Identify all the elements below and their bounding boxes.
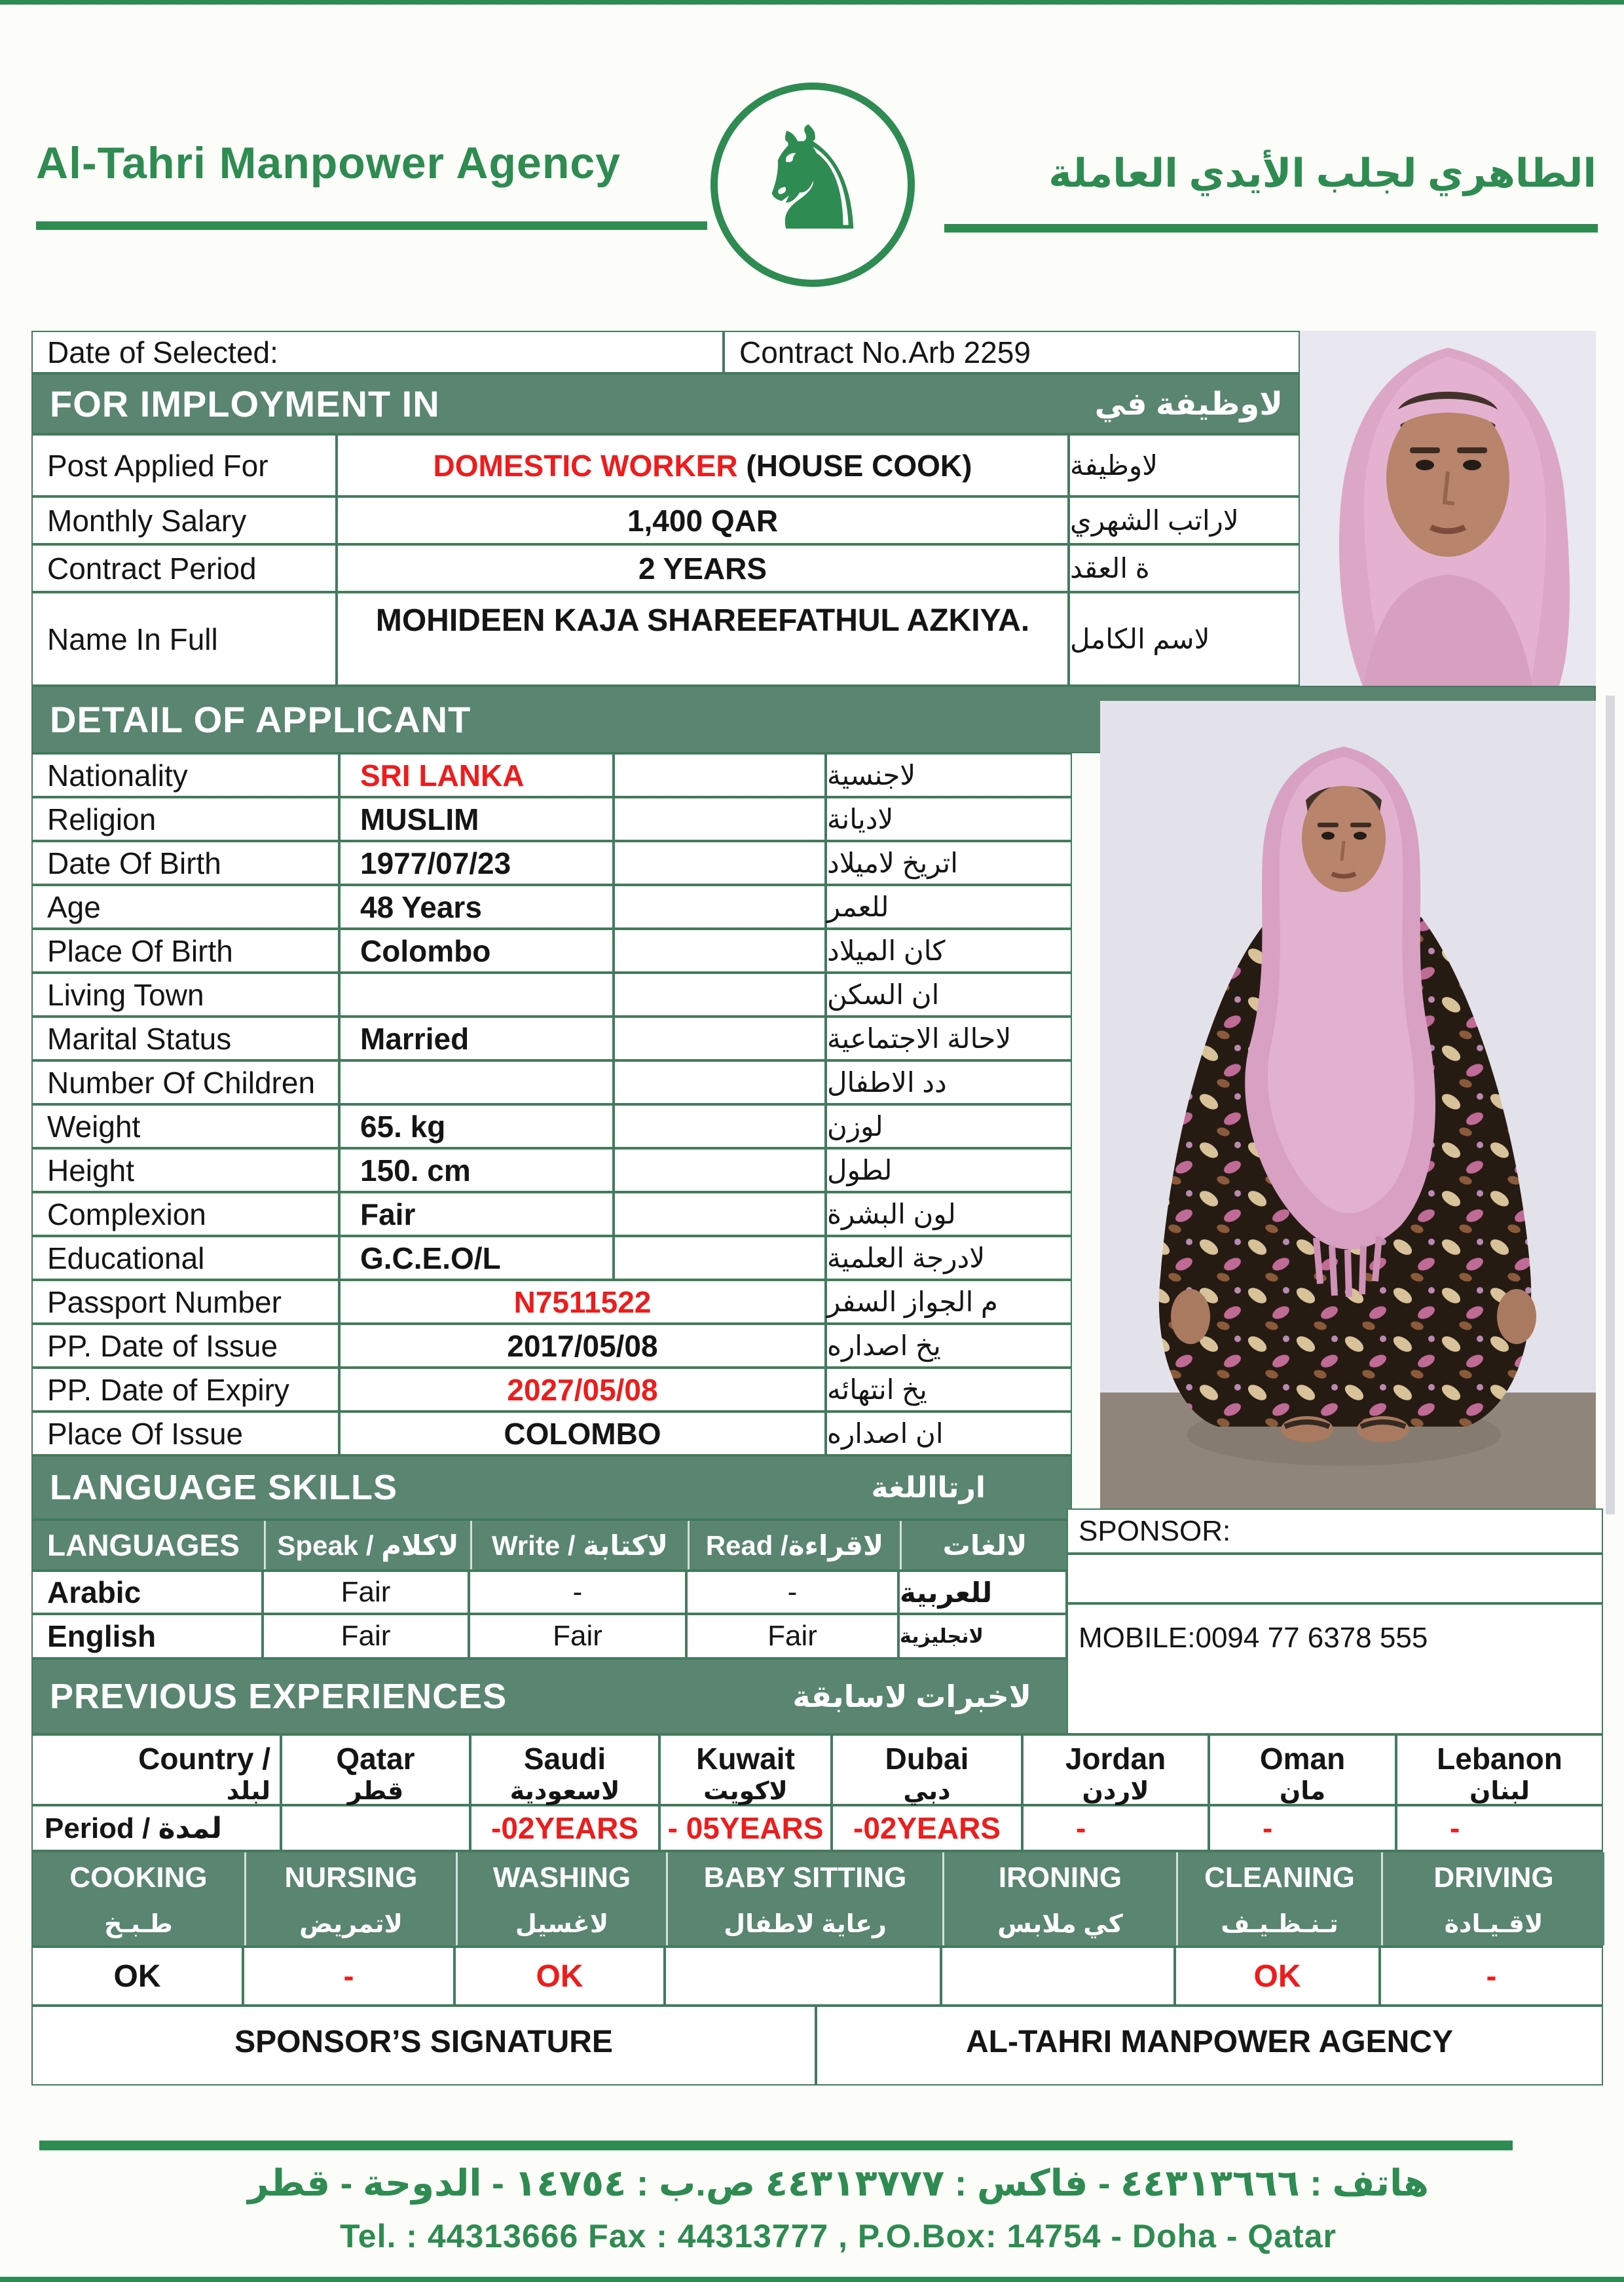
skill-name: NURSING [284,1861,418,1894]
detail-value: Married [339,1017,614,1060]
period-kuwait: - 05YEARS [659,1805,832,1851]
skill-arabic: تـنـظـيـف [1221,1911,1338,1938]
country-kuwait [659,1734,832,1805]
scan-edge-artifact [1606,696,1615,1514]
name-value: MOHIDEEN KAJA SHAREEFATHUL AZKIYA. [337,592,1069,686]
language-read: Fair [686,1614,898,1658]
skill-driving-header [1381,1852,1604,1945]
skill-washing-value: OK [454,1947,665,2006]
detail-arabic: لون البشرة [826,1192,1072,1236]
detail-arabic: لوزن [826,1104,1072,1148]
detail-arabic: لاجنسية [826,753,1072,797]
detail-arabic: لادرجة العلمية [826,1236,1072,1280]
sponsor-mobile-row [1067,1603,1603,1734]
period-lebanon: - [1396,1805,1603,1851]
name-label: Name In Full [31,592,337,686]
detail-arabic: ان اصداره [826,1412,1072,1455]
contract-no-value: Contract No.Arb 2259 [724,331,1300,373]
country-name: Kuwait [696,1742,795,1776]
skill-name: COOKING [69,1861,208,1894]
salary-arabic: لاراتب الشهري [1069,496,1300,544]
detail-arabic: لطول [826,1148,1072,1192]
period-oman: - [1209,1805,1396,1851]
detail-label: PP. Date of Issue [31,1324,339,1368]
skill-cooking-header [33,1852,244,1945]
country-name-arabic: لاكويت [703,1778,788,1805]
detail-value: 48 Years [339,885,614,929]
detail-spacer [614,929,826,973]
period-dubai: -02YEARS [832,1805,1022,1851]
country-name: Oman [1259,1742,1346,1776]
skill-arabic: لاقـيـادة [1444,1911,1543,1938]
top-edge-rule [0,0,1624,5]
detail-spacer [614,1104,826,1148]
employment-banner [31,373,1300,434]
detail-arabic: ان السكن [826,973,1072,1017]
skill-babysitting-header [666,1852,942,1945]
period-qatar [281,1805,470,1851]
post-applied-label: Post Applied For [31,434,337,496]
country-name-arabic: قطر [347,1778,404,1805]
name-arabic: لاسم الكامل [1069,592,1300,686]
detail-spacer [614,885,826,929]
language-speak: Fair [263,1614,469,1658]
salary-label: Monthly Salary [31,496,337,544]
skills-header-row [31,1851,1603,1947]
language-banner [31,1455,1072,1520]
language-read: - [686,1571,898,1614]
detail-value: SRI LANKA [339,753,614,797]
detail-spacer [614,841,826,885]
languages-header: LANGUAGES [33,1521,264,1569]
skill-name: CLEANING [1204,1861,1355,1894]
skill-name: BABY SITTING [703,1861,907,1894]
agency-title-english: Al-Tahri Manpower Agency [36,138,621,188]
period-jordan: - [1022,1805,1209,1851]
detail-row-passport [31,1280,1072,1324]
detail-row-educational [31,1236,1072,1280]
row-post-applied [31,434,1300,496]
country-name-arabic: لبنان [1469,1778,1530,1805]
horse-head-icon: ♞ [748,97,877,263]
skill-driving-value: - [1380,1947,1603,2006]
detail-label: Date Of Birth [31,841,339,885]
language-banner-text: LANGUAGE SKILLS [50,1468,398,1507]
post-applied-arabic: لاوظيفة [1069,434,1300,496]
detail-spacer [614,753,826,797]
sponsor-label: SPONSOR: [1079,1514,1231,1547]
agency-logo [710,83,915,287]
detail-row-age [31,885,1072,929]
skill-arabic: لاتمريض [299,1911,403,1938]
country-arabic: لبلد [226,1778,270,1805]
sponsor-mobile: MOBILE:0094 77 6378 555 [1079,1622,1428,1654]
skill-arabic: كي ملابس [997,1911,1123,1938]
skill-cooking-value: OK [31,1947,243,2006]
skill-name: WASHING [492,1861,631,1894]
detail-value: Colombo [339,929,614,973]
country-name: Dubai [885,1742,969,1776]
detail-value: COLOMBO [339,1412,826,1455]
language-row-english [31,1614,1072,1658]
country-oman [1209,1734,1396,1805]
languages-header-arabic: لالغات [900,1521,1068,1569]
detail-value: 65. kg [339,1104,614,1148]
skill-ironing-header [942,1852,1176,1945]
detail-value: G.C.E.O/L [339,1236,614,1280]
post-applied-value [337,434,1069,496]
experience-banner-arabic: لاخبرات لاسابقة [792,1679,1031,1713]
employment-banner-text: FOR IMPLOYMENT IN [50,383,440,424]
sponsor-row [1067,1508,1603,1554]
skill-cleaning-header [1176,1852,1381,1945]
experience-period-row [31,1805,1603,1851]
detail-spacer [614,797,826,841]
language-arabic-label: لانجليزية [898,1614,1067,1658]
detail-row-birthplace [31,929,1072,973]
detail-arabic: كان الميلاد [826,929,1072,973]
write-header: Write / لاكتابة [470,1521,688,1569]
detail-row-children [31,1060,1072,1104]
detail-arabic: دد الاطفال [826,1060,1072,1104]
experience-country-header [31,1734,1603,1805]
detail-spacer [614,973,826,1017]
employment-banner-arabic: لاوظيفة في [1094,386,1283,422]
country-lebanon [1396,1734,1603,1805]
country-jordan [1022,1734,1209,1805]
detail-label: Number Of Children [31,1060,339,1104]
bottom-edge-rule [0,2277,1624,2282]
period-label-cell [31,1805,281,1851]
experience-banner-text: PREVIOUS EXPERIENCES [50,1677,507,1716]
detail-spacer [614,1148,826,1192]
agency-title-arabic: الطاهري لجلب الأيدي العاملة [1048,151,1596,195]
detail-spacer [614,1236,826,1280]
detail-label: Educational [31,1236,339,1280]
country-name-arabic: لاسعودية [509,1778,620,1805]
detail-row-place-issue [31,1412,1072,1455]
read-header: Read /لاقراءة [688,1521,900,1569]
detail-label: Weight [31,1104,339,1148]
footer-rule [39,2141,1513,2150]
header-rule-right [944,224,1598,233]
detail-spacer [614,1192,826,1236]
detail-arabic: م الجواز السفر [826,1280,1072,1324]
row-monthly-salary [31,496,1300,544]
detail-row-pp-expiry [31,1368,1072,1412]
detail-label: Nationality [31,753,339,797]
detail-arabic: يخ انتهائه [826,1368,1072,1412]
header-rule-left [36,221,707,230]
detail-label: Complexion [31,1192,339,1236]
detail-value [339,1060,614,1104]
country-saudi [470,1734,659,1805]
detail-label: Passport Number [31,1280,339,1324]
detail-value: 2027/05/08 [339,1368,826,1412]
detail-arabic: لاحالة الاجتماعية [826,1017,1072,1060]
country-name: Qatar [336,1742,415,1776]
detail-arabic: يخ اصداره [826,1324,1072,1368]
country-name: Saudi [523,1742,606,1776]
detail-row-complexion [31,1192,1072,1236]
sponsor-empty-row [1067,1554,1603,1603]
language-name: Arabic [31,1571,263,1614]
detail-label: PP. Date of Expiry [31,1368,339,1412]
skill-arabic: طـبـخ [104,1911,173,1938]
detail-label: Height [31,1148,339,1192]
detail-label: Age [31,885,339,929]
detail-row-dob [31,841,1072,885]
applicant-photo-full [1100,701,1596,1508]
country-qatar [281,1734,470,1805]
detail-value [339,973,614,1017]
detail-spacer [614,1017,826,1060]
signature-row [31,2006,1603,2086]
detail-value: 150. cm [339,1148,614,1192]
salary-value: 1,400 QAR [337,496,1069,544]
skills-value-row [31,1947,1603,2006]
contract-period-label: Contract Period [31,544,337,592]
country-dubai [832,1734,1022,1805]
detail-row-height [31,1148,1072,1192]
language-header-row [31,1520,1072,1571]
detail-label: Marital Status [31,1017,339,1060]
language-speak: Fair [263,1571,469,1614]
speak-header: Speak / لاكلام [264,1521,470,1569]
skill-washing-header [456,1852,666,1945]
row-contract-period [31,544,1300,592]
detail-row-religion [31,797,1072,841]
footer-english: Tel. : 44313666 Fax : 44313777 , P.O.Box: 14754 - Doha - Qatar [339,2218,1337,2254]
post-value-black: (HOUSE COOK) [737,448,972,483]
skill-nursing-value: - [243,1947,454,2006]
detail-label: Religion [31,797,339,841]
detail-banner-text: DETAIL OF APPLICANT [50,699,471,740]
detail-row-nationality [31,753,1072,797]
country-name-arabic: لاردن [1082,1778,1149,1805]
language-write: Fair [469,1614,686,1658]
contract-period-arabic: ة العقد [1069,544,1300,592]
detail-value: MUSLIM [339,797,614,841]
detail-value: 1977/07/23 [339,841,614,885]
detail-row-marital [31,1017,1072,1060]
skill-babysitting-value [665,1947,941,2006]
applicant-photo-portrait [1300,331,1596,686]
skill-ironing-value [941,1947,1175,2006]
country-name: Jordan [1065,1742,1166,1776]
period-label: Period / لمدة [45,1812,223,1844]
country-name: Lebanon [1437,1742,1562,1776]
detail-value: 2017/05/08 [339,1324,826,1368]
country-name-arabic: دبي [903,1778,951,1805]
language-banner-arabic: ارتااللغة [871,1471,986,1504]
period-saudi: -02YEARS [470,1805,659,1851]
detail-value: N7511522 [339,1280,826,1324]
skill-arabic: رعاية لاطفال [724,1911,887,1938]
language-row-arabic [31,1571,1072,1614]
detail-spacer [614,1060,826,1104]
language-write: - [469,1571,686,1614]
country-label: Country / [138,1742,270,1776]
skill-name: IRONING [998,1861,1122,1894]
sponsor-signature-cell: SPONSOR’S SIGNATURE [31,2006,816,2086]
language-arabic-label: للعربية [898,1571,1067,1614]
row-name-in-full [31,592,1300,686]
language-name: English [31,1614,263,1658]
detail-label: Living Town [31,973,339,1017]
detail-label: Place Of Birth [31,929,339,973]
post-value-red: DOMESTIC WORKER [433,448,738,483]
date-of-selected-label: Date of Selected: [31,331,724,373]
skill-nursing-header [244,1852,456,1945]
country-header-cell [31,1734,281,1805]
detail-label: Place Of Issue [31,1412,339,1455]
country-name-arabic: مان [1279,1778,1326,1805]
detail-arabic: لاديانة [826,797,1072,841]
skill-name: DRIVING [1433,1861,1554,1894]
detail-row-weight [31,1104,1072,1148]
experience-banner [31,1658,1072,1734]
row-date-contract [31,331,1300,373]
detail-row-living-town [31,973,1072,1017]
detail-arabic: للعمر [826,885,1072,929]
detail-row-pp-issue [31,1324,1072,1368]
skill-arabic: لاغسيل [515,1911,609,1938]
detail-value: Fair [339,1192,614,1236]
agency-signature-cell: AL-TAHRI MANPOWER AGENCY [816,2006,1603,2086]
contract-period-value: 2 YEARS [337,544,1069,592]
footer-arabic: هاتف : ٤٤٣١٣٦٦٦ - فاكس : ٤٤٣١٣٧٧٧ ص.ب : ١٤٧٥٤ - الدوحة - قطر [248,2162,1429,2203]
skill-cleaning-value: OK [1175,1947,1380,2006]
detail-arabic: اتريخ لاميلاد [826,841,1072,885]
